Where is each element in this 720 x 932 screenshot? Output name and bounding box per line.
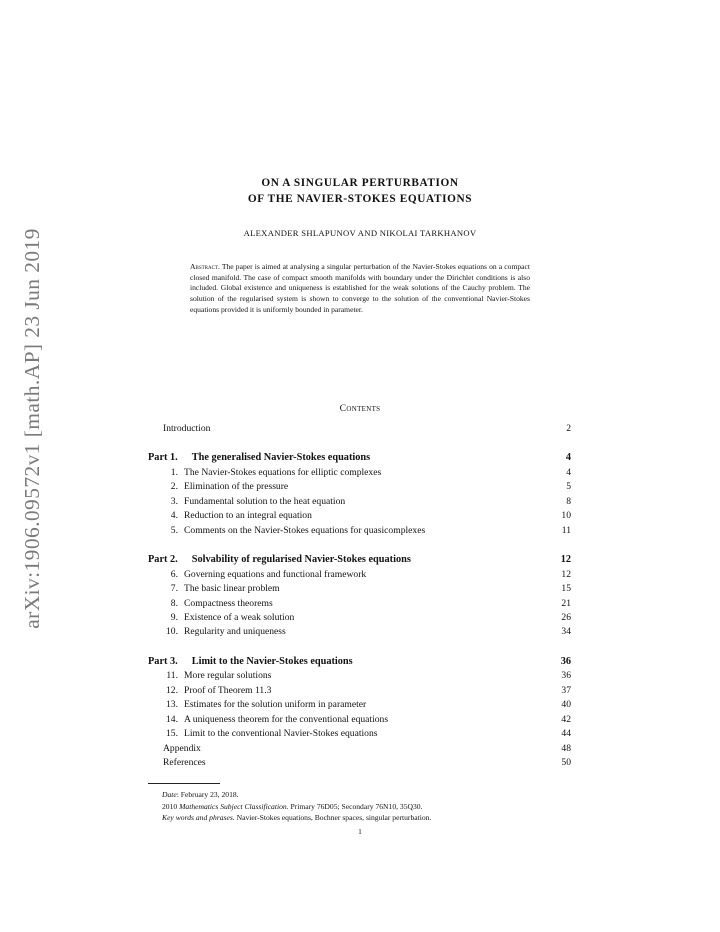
toc-entry-number: 10. <box>166 626 178 638</box>
toc-entry-page: 34 <box>561 626 571 638</box>
toc-entry <box>148 684 571 698</box>
toc-entry-page: 50 <box>561 757 571 768</box>
toc-entry <box>148 742 571 756</box>
footnote-date-value: : February 23, 2018. <box>176 790 239 799</box>
toc-entry-label-group <box>148 582 280 596</box>
toc-entry-number: 4. <box>170 510 178 522</box>
footnote-date-label: Date <box>162 790 177 799</box>
footnote-rule <box>148 783 220 784</box>
toc-entry-label-group <box>148 509 312 523</box>
toc-entry-label-group <box>148 713 388 727</box>
arxiv-identifier-text: arXiv:1906.09572v1 [math.AP] 23 Jun 2019 <box>19 227 44 629</box>
toc-entry-title: Fundamental solution to the heat equation <box>184 495 346 507</box>
footnote-msc-year: 2010 <box>162 802 180 811</box>
toc-entry-title: A uniqueness theorem for the conventional equations <box>184 713 389 725</box>
toc-entry-number: 5. <box>170 524 178 536</box>
abstract-heading: Abstract. <box>190 262 220 271</box>
toc-entry-title: More regular solutions <box>184 670 272 682</box>
toc-entry <box>148 495 571 509</box>
toc-entry-number: 2. <box>170 481 178 493</box>
toc-entry-page: 36 <box>560 655 571 667</box>
abstract-text: The paper is aimed at analysing a singular perturbation of the Navier-Stokes equations on a compact closed manifold. The case of compact smooth manifolds with boundary under the Dirichlet conditions is also included. Global existence and uniqueness is established for the weak solutions of the Cauchy problem. The solution of the regularised system is shown to converge to the solution of the conventional Navier-Stokes equations provided it is uniformly bounded in parameter. <box>190 262 531 314</box>
toc-entry-number: 7. <box>170 583 178 595</box>
footnote-msc-label: Mathematics Subject Classification. <box>179 802 289 811</box>
abstract <box>190 262 530 316</box>
footnote-msc-value: Primary 76D05; Secondary 76N10, 35Q30. <box>288 802 423 811</box>
toc-entry-title: Appendix <box>163 742 201 754</box>
toc-indent <box>148 742 163 756</box>
toc-entry <box>148 422 571 436</box>
toc-entry-title: Elimination of the pressure <box>184 481 289 493</box>
toc-entry-label-group <box>148 742 201 756</box>
toc-entry-number: 8. <box>170 597 178 609</box>
toc-entry <box>148 582 571 596</box>
toc-entry-number: 15. <box>166 728 178 740</box>
toc-entry-number: 3. <box>170 495 178 507</box>
toc-entry-page: 5 <box>566 481 571 493</box>
toc-entry-label-group <box>148 480 288 494</box>
toc-entry-page: 42 <box>561 713 571 725</box>
toc-entry-title: Estimates for the solution uniform in parameter <box>184 699 367 711</box>
toc-entry-page: 2 <box>566 423 571 434</box>
toc-entry-label-group <box>148 625 286 639</box>
footnote-keywords-value: Navier-Stokes equations, Bochner spaces, singular perturbation. <box>234 813 432 822</box>
footnote-date <box>162 789 239 800</box>
toc-entry-label-group <box>148 698 366 712</box>
toc-entry <box>148 568 571 582</box>
toc-entry-label-group <box>148 495 345 509</box>
toc-entry-page: 26 <box>561 612 571 623</box>
toc-entry-title: The Navier-Stokes equations for elliptic complexes <box>184 466 382 478</box>
toc-entry-page: 21 <box>561 597 571 609</box>
toc-entry-number: Part 1. <box>148 452 178 464</box>
toc-entry-title: The generalised Navier-Stokes equations <box>191 452 371 464</box>
toc-entry-title: Regularity and uniqueness <box>184 626 286 638</box>
toc-entry-label-group <box>148 553 411 567</box>
toc-entry-title: References <box>163 757 206 768</box>
toc-entry-label-group <box>148 756 206 770</box>
toc-entry-page: 40 <box>561 699 571 711</box>
footnote-msc <box>162 801 423 812</box>
toc-entry <box>148 597 571 611</box>
toc-entry-page: 37 <box>561 684 571 696</box>
toc-entry-number: Part 3. <box>148 655 178 667</box>
toc-entry-title: The basic linear problem <box>184 583 280 595</box>
toc-entry <box>148 480 571 494</box>
toc-entry-page: 36 <box>561 670 571 682</box>
page-number: 1 <box>358 827 362 836</box>
toc-entry-number: Part 2. <box>148 554 178 566</box>
arxiv-identifier-stamp <box>2 213 62 643</box>
toc-entry-number: 6. <box>170 568 178 580</box>
footnote-keywords-label: Key words and phrases. <box>162 813 235 822</box>
title-line-1: ON A SINGULAR PERTURBATION <box>261 177 459 189</box>
toc-entry-label-group <box>148 684 271 698</box>
toc-entry-title: Comments on the Navier-Stokes equations for quasicomplexes <box>184 524 426 536</box>
toc-entry <box>148 756 571 770</box>
toc-entry-number: 11. <box>166 670 178 682</box>
toc-entry <box>148 509 571 523</box>
toc-entry-title: Limit to the conventional Navier-Stokes equations <box>184 728 378 740</box>
toc-part-entry <box>148 451 571 465</box>
toc-entry-number: 9. <box>170 612 178 623</box>
title-line-2: OF THE NAVIER-STOKES EQUATIONS <box>247 193 473 205</box>
toc-entry <box>148 713 571 727</box>
toc-entry-label-group <box>148 597 273 611</box>
toc-entry <box>148 727 571 741</box>
toc-entry-page: 10 <box>561 510 571 522</box>
toc-part-entry <box>148 655 571 669</box>
toc-entry-title: Introduction <box>163 423 211 434</box>
paper-authors: ALEXANDER SHLAPUNOV AND NIKOLAI TARKHANOV <box>243 228 477 238</box>
toc-entry <box>148 611 571 625</box>
toc-entry-title: Proof of Theorem 11.3 <box>184 684 272 696</box>
toc-entry <box>148 669 571 683</box>
toc-entry-page: 48 <box>561 742 571 754</box>
toc-entry <box>148 466 571 480</box>
toc-entry-label-group <box>148 568 366 582</box>
footnote-keywords <box>162 812 431 823</box>
toc-entry-label-group <box>148 466 381 480</box>
toc-entry-label-group <box>148 451 370 465</box>
toc-entry <box>148 524 571 538</box>
toc-entry-label-group <box>148 422 210 436</box>
toc-entry-label-group <box>148 611 294 625</box>
toc-entry-title: Compactness theorems <box>184 597 273 609</box>
toc-part-entry <box>148 553 571 567</box>
contents-heading: Contents <box>339 403 381 414</box>
toc-indent <box>148 756 163 770</box>
toc-entry-page: 8 <box>566 495 571 507</box>
toc-entry-label-group <box>148 727 378 741</box>
toc-entry-number: 12. <box>166 684 178 696</box>
toc-entry-page: 4 <box>566 466 571 478</box>
toc-entry-label-group <box>148 524 425 538</box>
toc-entry-title: Existence of a weak solution <box>184 612 295 623</box>
toc-entry-title: Solvability of regularised Navier-Stokes equations <box>191 554 411 566</box>
toc-entry <box>148 625 571 639</box>
toc-entry-title: Reduction to an integral equation <box>184 510 312 522</box>
toc-entry-number: 13. <box>166 699 178 711</box>
paper-title <box>0 175 720 207</box>
toc-entry-label-group <box>148 655 353 669</box>
toc-entry-page: 12 <box>561 568 571 580</box>
toc-entry-page: 15 <box>561 583 571 595</box>
toc-entry-number: 14. <box>166 713 178 725</box>
toc-entry-title: Governing equations and functional framework <box>184 568 367 580</box>
toc-entry-page: 44 <box>561 728 571 740</box>
toc-entry-page: 11 <box>561 524 571 536</box>
toc-entry-label-group <box>148 669 271 683</box>
toc-entry-page: 12 <box>560 554 571 566</box>
toc-entry-number: 1. <box>170 466 178 478</box>
toc-entry-title: Limit to the Navier-Stokes equations <box>191 655 353 667</box>
toc-entry-page: 4 <box>565 452 571 464</box>
toc-entry <box>148 698 571 712</box>
toc-indent <box>148 422 163 436</box>
